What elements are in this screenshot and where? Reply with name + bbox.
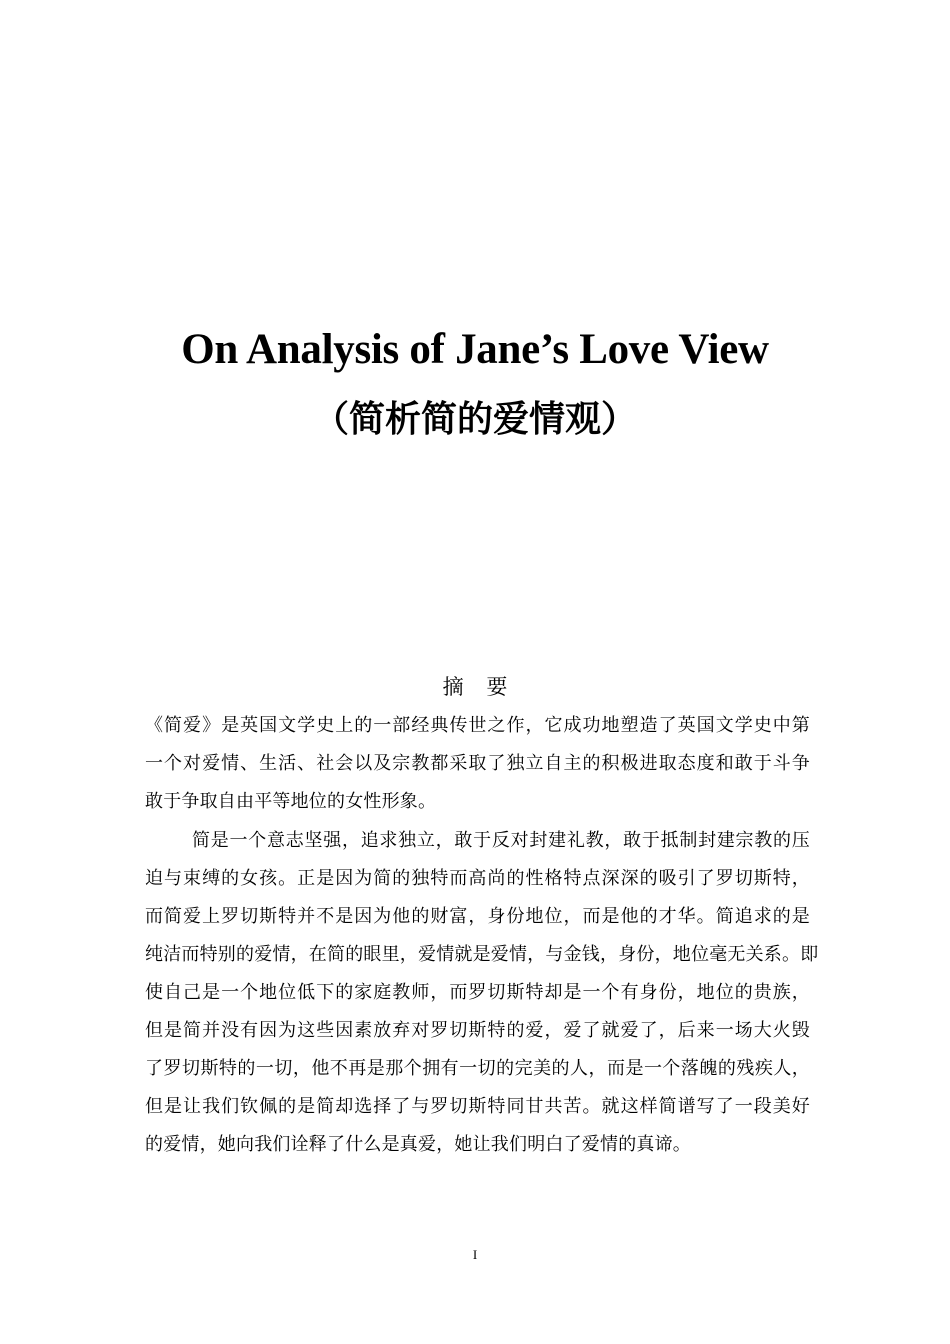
abstract-paragraph-1 xyxy=(145,707,810,821)
text-line: 敢于争取自由平等地位的女性形象。 xyxy=(145,791,437,812)
text-line: 的爱情，她向我们诠释了什么是真爱，她让我们明白了爱情的真谛。 xyxy=(145,1134,691,1155)
page-number: I xyxy=(472,1247,478,1262)
text-line: 《简爱》是英国文学史上的一部经典传世之作，它成功地塑造了英国文学史中第 xyxy=(145,715,810,736)
text-line: 使自己是一个地位低下的家庭教师，而罗切斯特却是一个有身份，地位的贵族， xyxy=(145,982,810,1003)
text-line: 简是一个意志坚强，追求独立，敢于反对封建礼教，敢于抵制封建宗教的压 xyxy=(192,830,810,851)
text-line: 迫与束缚的女孩。正是因为简的独特而高尚的性格特点深深的吸引了罗切斯特， xyxy=(145,868,810,889)
chinese-title: （简析简的爱情观） xyxy=(312,399,637,440)
abstract-heading: 摘 要 xyxy=(442,675,516,699)
english-title: On Analysis of Jane’s Love View xyxy=(181,326,769,373)
text-line: 了罗切斯特的一切，他不再是那个拥有一切的完美的人，而是一个落魄的残疾人， xyxy=(145,1058,810,1079)
text-line: 但是简并没有因为这些因素放弃对罗切斯特的爱，爱了就爱了，后来一场大火毁 xyxy=(145,1020,810,1041)
text-line: 而简爱上罗切斯特并不是因为他的财富，身份地位，而是他的才华。简追求的是 xyxy=(145,906,810,927)
text-line: 纯洁而特别的爱情，在简的眼里，爱情就是爱情，与金钱，身份，地位毫无关系。即 xyxy=(145,944,819,965)
abstract-paragraph-2 xyxy=(145,822,819,1164)
abstract-body xyxy=(145,707,819,1164)
text-line: 但是让我们钦佩的是简却选择了与罗切斯特同甘共苦。就这样简谱写了一段美好 xyxy=(145,1096,810,1117)
text-line: 一个对爱情、生活、社会以及宗教都采取了独立自主的积极进取态度和敢于斗争 xyxy=(145,753,810,774)
